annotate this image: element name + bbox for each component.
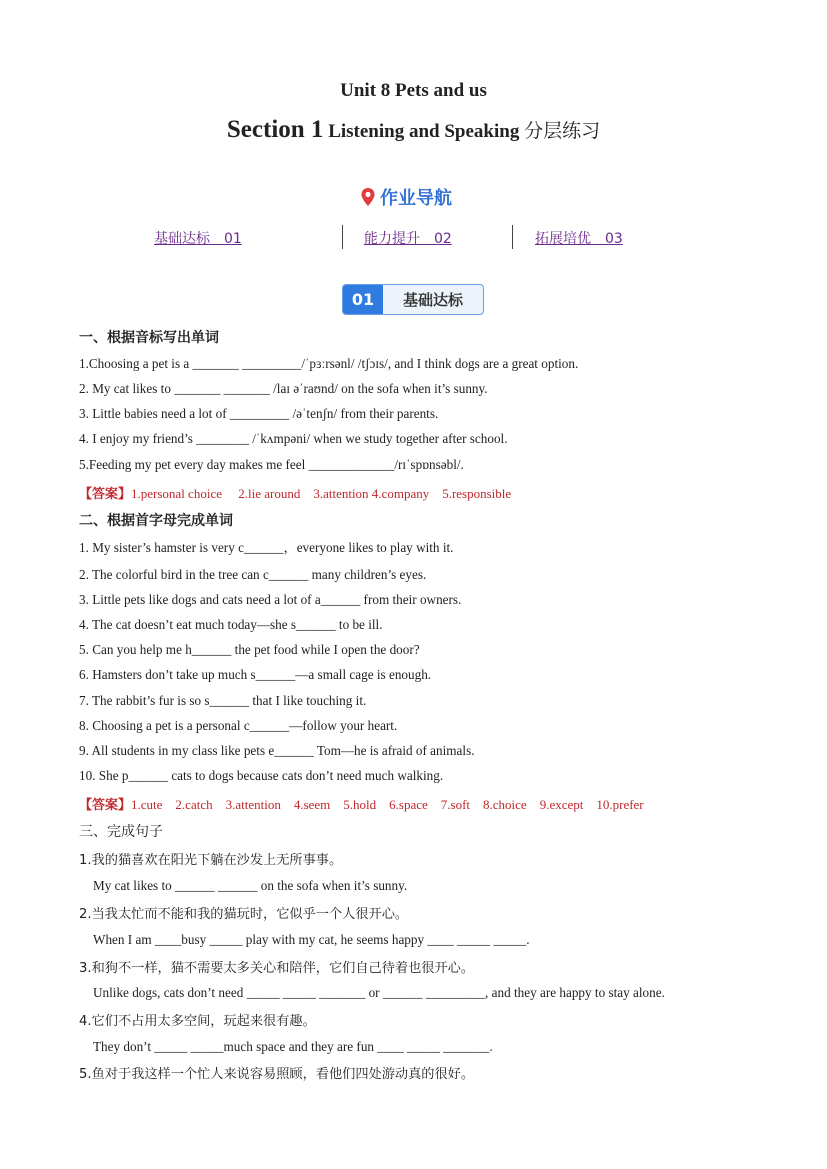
location-pin-icon: [360, 187, 376, 207]
part2-heading: 二、根据首字母完成单词: [79, 513, 233, 529]
nav-title: 作业导航: [380, 188, 452, 209]
part3-item-5-cn: 5.鱼对于我这样一个忙人来说容易照顾，看他们四处游动真的很好。: [79, 1067, 475, 1082]
part3-heading: 三、完成句子: [79, 824, 163, 840]
part2-item-7: 7. The rabbit’s fur is so s______ that I like touching it.: [79, 693, 367, 708]
nav-link-improve[interactable]: 能力提升 02: [364, 231, 452, 247]
part1-item-2: 2. My cat likes to _______ _______ /laɪ əˈraʊnd/ on the sofa when it’s sunny.: [79, 381, 488, 396]
part3-item-1-en: My cat likes to ______ ______ on the sofa when it’s sunny.: [93, 878, 408, 893]
part3-item-2-cn: 2.当我太忙而不能和我的猫玩时，它似乎一个人很开心。: [79, 907, 409, 922]
answer-tag: 【答案】: [79, 798, 132, 813]
section-cn-label: 分层练习: [524, 120, 601, 142]
part1-item-3: 3. Little babies need a lot of _________ /əˈtenʃn/ from their parents.: [79, 406, 439, 421]
part2-item-10: 10. She p______ cats to dogs because cats don’t need much walking.: [79, 768, 444, 783]
part1-heading: 一、根据音标写出单词: [79, 330, 219, 346]
part1-answer: [79, 483, 511, 502]
answer-tag: 【答案】: [79, 487, 132, 502]
badge-label: 基础达标: [402, 291, 463, 309]
part3-item-3-cn: 3.和狗不一样，猫不需要太多关心和陪伴，它们自己待着也很开心。: [79, 961, 475, 976]
part3-item-4-cn: 4.它们不占用太多空间，玩起来很有趣。: [79, 1014, 316, 1029]
part3-item-2-en: When I am ____busy _____ play with my cat, he seems happy ____ _____ _____.: [93, 932, 530, 947]
answer-text: 1.personal choice 2.lie around 3.attention 4.company 5.responsible: [131, 486, 512, 501]
part2-item-8: 8. Choosing a pet is a personal c______—follow your heart.: [79, 718, 398, 733]
part2-item-5: 5. Can you help me h______ the pet food while I open the door?: [79, 642, 420, 657]
section-badge: [342, 284, 484, 315]
homework-nav-header: [360, 184, 452, 210]
nav-link-extend[interactable]: 拓展培优 03: [535, 231, 623, 247]
part2-answer: [79, 794, 644, 813]
part1-item-1: 1.Choosing a pet is a _______ _________/ˈpɜːrsənl/ /tʃɔɪs/, and I think dogs are a great option.: [79, 356, 579, 371]
section-subtitle: Listening and Speaking: [323, 121, 525, 142]
nav-divider: [342, 225, 343, 249]
part3-item-1-cn: 1.我的猫喜欢在阳光下躺在沙发上无所事事。: [79, 853, 343, 868]
badge-number: 01: [343, 285, 383, 314]
part2-item-1: 1. My sister’s hamster is very c______，everyone likes to play with it.: [79, 540, 454, 555]
part1-item-4: 4. I enjoy my friend’s ________ /ˈkʌmpəni/ when we study together after school.: [79, 431, 508, 446]
section-title: [0, 116, 827, 144]
part2-item-2: 2. The colorful bird in the tree can c______ many children’s eyes.: [79, 567, 427, 582]
part2-item-3: 3. Little pets like dogs and cats need a lot of a______ from their owners.: [79, 592, 462, 607]
nav-divider: [512, 225, 513, 249]
part2-item-9: 9. All students in my class like pets e______ Tom—he is afraid of animals.: [79, 743, 475, 758]
section-number: Section 1: [226, 116, 324, 143]
part1-item-5: 5.Feeding my pet every day makes me feel _____________/rɪˈspɒnsəbl/.: [79, 457, 464, 472]
answer-text: 1.cute 2.catch 3.attention 4.seem 5.hold 6.space 7.soft 8.choice 9.except 10.prefer: [131, 797, 644, 812]
part3-item-3-en: Unlike dogs, cats don’t need _____ _____ _______ or ______ _________, and they are happy to stay alone.: [93, 985, 665, 1000]
part3-item-4-en: They don’t _____ _____much space and they are fun ____ _____ _______.: [93, 1039, 493, 1054]
nav-link-basic[interactable]: 基础达标 01: [154, 231, 242, 247]
unit-title: Unit 8 Pets and us: [340, 80, 487, 101]
part2-item-6: 6. Hamsters don’t take up much s______—a small cage is enough.: [79, 667, 432, 682]
part2-item-4: 4. The cat doesn’t eat much today—she s______ to be ill.: [79, 617, 383, 632]
